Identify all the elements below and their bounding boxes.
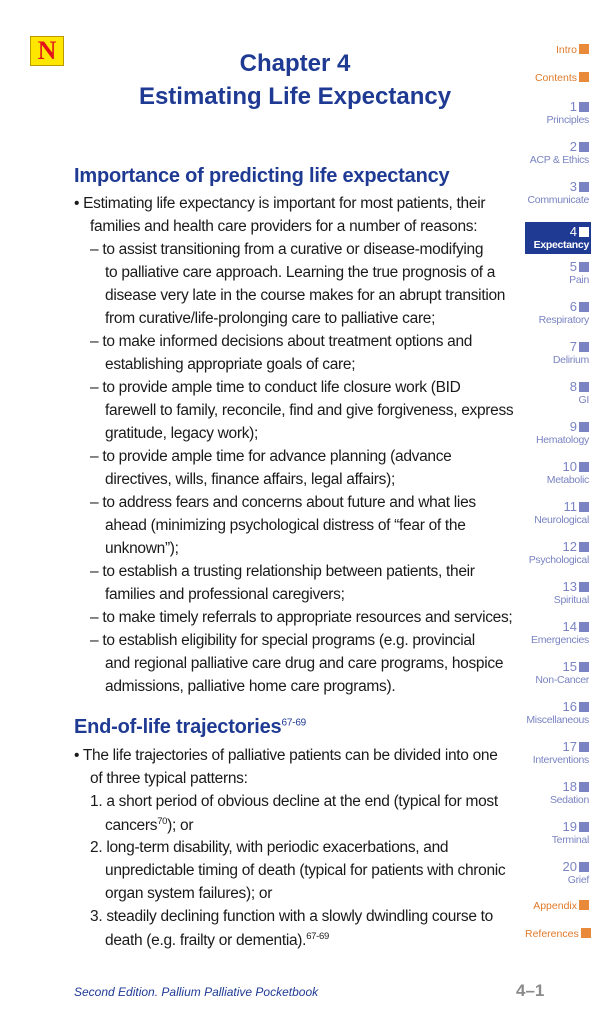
- nav-num: 18: [562, 779, 577, 794]
- nav-chapter-12[interactable]: [525, 540, 589, 566]
- text-fragment: cancers: [105, 817, 158, 835]
- section-heading-text: End-of-life trajectories: [74, 716, 282, 738]
- nav-num: 9: [569, 419, 577, 434]
- nav-label: Miscellaneous: [526, 714, 589, 726]
- nav-references[interactable]: [525, 928, 589, 940]
- nav-num: 1: [569, 99, 577, 114]
- nav-chapter-14[interactable]: [525, 620, 589, 646]
- nav-label: ACP & Ethics: [529, 154, 589, 166]
- nav-label: Psychological: [528, 554, 589, 566]
- text-fragment: death (e.g. frailty or dementia).: [105, 932, 307, 950]
- text-line: organ system failures); or: [105, 885, 273, 902]
- text-line: disease very late in the course makes for an abrupt transition: [105, 287, 506, 304]
- square-icon: [579, 622, 589, 632]
- nav-chapter-17[interactable]: [525, 740, 589, 766]
- nav-chapter-19[interactable]: [525, 820, 589, 846]
- text-line: – to address fears and concerns about future and what lies: [90, 494, 476, 511]
- nav-num: 6: [569, 299, 577, 314]
- square-icon: [579, 227, 589, 237]
- nav-chapter-2[interactable]: [525, 140, 589, 166]
- square-icon: [579, 462, 589, 472]
- square-icon: [579, 662, 589, 672]
- square-icon: [579, 782, 589, 792]
- nav-chapter-16[interactable]: [525, 700, 589, 726]
- square-icon: [579, 44, 589, 54]
- text-line: – to provide ample time for advance planning (advance: [90, 448, 452, 465]
- nav-intro[interactable]: [525, 44, 589, 56]
- nav-chapter-9[interactable]: [525, 420, 589, 446]
- nav-num: 14: [562, 619, 577, 634]
- square-icon: [579, 502, 589, 512]
- nav-label: Pain: [569, 274, 589, 286]
- text-fragment: steadily declining function with a slowly dwindling course to: [106, 908, 493, 925]
- logo-letter: N: [37, 36, 57, 65]
- nav-intro-label: Intro: [555, 44, 577, 56]
- nav-num: 5: [569, 259, 577, 274]
- nav-chapter-15[interactable]: [525, 660, 589, 686]
- nav-label: Principles: [546, 114, 589, 126]
- nav-label: Interventions: [532, 754, 589, 766]
- citation-ref: 67-69: [281, 717, 307, 729]
- nav-label: Communicate: [527, 194, 589, 206]
- square-icon: [579, 72, 589, 82]
- square-icon: [579, 862, 589, 872]
- nav-chapter-10[interactable]: [525, 460, 589, 486]
- nav-num: 15: [562, 659, 577, 674]
- text-line: gratitude, legacy work);: [105, 425, 259, 442]
- text-line: – to assist transitioning from a curative or disease-modifying: [90, 241, 484, 258]
- nav-label: Sedation: [549, 794, 589, 806]
- nav-chapter-5[interactable]: [525, 260, 589, 286]
- list-number: 3.: [90, 908, 103, 925]
- nav-num: 12: [562, 539, 577, 554]
- nav-label: Metabolic: [546, 474, 589, 486]
- nav-label: Non-Cancer: [535, 674, 589, 686]
- section-heading-importance: Importance of predicting life expectancy: [74, 165, 450, 187]
- text-line: unknown”);: [105, 540, 179, 557]
- text-line: • The life trajectories of palliative patients can be divided into one: [74, 747, 498, 764]
- text-line: 1. a short period of obvious decline at the end (typical for most: [90, 793, 498, 810]
- nav-label: Hematology: [535, 434, 589, 446]
- nav-chapter-4-active[interactable]: [525, 222, 591, 254]
- text-line: – to make informed decisions about treatment options and: [90, 333, 473, 350]
- nav-num: 3: [569, 179, 577, 194]
- page-number: 4–1: [516, 981, 545, 1000]
- square-icon: [579, 342, 589, 352]
- square-icon: [579, 262, 589, 272]
- nav-chapter-11[interactable]: [525, 500, 589, 526]
- text-line: – to provide ample time to conduct life closure work (BID: [90, 379, 461, 396]
- text-line: and regional palliative care drug and care programs, hospice: [105, 655, 504, 672]
- text-line: from curative/life-prolonging care to palliative care;: [105, 310, 436, 327]
- nav-appendix[interactable]: [525, 900, 589, 912]
- nav-chapter-7[interactable]: [525, 340, 589, 366]
- citation-ref: 67-69: [306, 931, 329, 942]
- nav-contents[interactable]: [525, 72, 589, 84]
- square-icon: [579, 142, 589, 152]
- square-icon: [579, 422, 589, 432]
- text-fragment: long-term disability, with periodic exacerbations, and: [106, 839, 449, 856]
- text-line: [105, 932, 329, 949]
- nav-label: Neurological: [534, 514, 589, 526]
- text-line: admissions, palliative home care programs).: [105, 678, 396, 695]
- nav-num: 20: [562, 859, 577, 874]
- square-icon: [579, 582, 589, 592]
- text-line: • Estimating life expectancy is important for most patients, their: [74, 195, 486, 212]
- nav-num: 4: [569, 224, 577, 239]
- text-line: ahead (minimizing psychological distress of “fear of the: [105, 517, 466, 534]
- citation-ref: 70: [157, 816, 168, 827]
- text-line: farewell to family, reconcile, find and give forgiveness, express: [105, 402, 514, 419]
- pallium-logo: [30, 36, 64, 66]
- square-icon: [579, 742, 589, 752]
- text-fragment: ); or: [167, 817, 194, 835]
- nav-num: 2: [569, 139, 577, 154]
- text-line: – to establish eligibility for special programs (e.g. provincial: [90, 632, 475, 649]
- nav-label: Terminal: [551, 834, 589, 846]
- footer-book-title: Second Edition. Pallium Palliative Pocketbook: [74, 985, 319, 999]
- nav-chapter-20[interactable]: [525, 860, 589, 886]
- text-line: [90, 909, 493, 925]
- text-line: unpredictable timing of death (typical for patients with chronic: [105, 862, 506, 879]
- nav-label: Grief: [567, 874, 589, 886]
- chapter-number: Chapter 4: [239, 50, 351, 77]
- square-icon: [579, 542, 589, 552]
- nav-references-label: References: [525, 928, 579, 940]
- nav-chapter-18[interactable]: [525, 780, 589, 806]
- nav-label: Expectancy: [533, 239, 589, 251]
- nav-label: Spiritual: [553, 594, 589, 606]
- nav-appendix-label: Appendix: [533, 900, 577, 912]
- nav-num: 8: [569, 379, 577, 394]
- nav-chapter-6[interactable]: [525, 300, 589, 326]
- nav-num: 19: [562, 819, 577, 834]
- square-icon: [579, 302, 589, 312]
- nav-num: 10: [562, 459, 577, 474]
- nav-num: 16: [562, 699, 577, 714]
- nav-label: Respiratory: [538, 314, 589, 326]
- text-line: establishing appropriate goals of care;: [105, 356, 356, 373]
- text-line: of three typical patterns:: [90, 770, 248, 787]
- square-icon: [579, 102, 589, 112]
- text-line: – to establish a trusting relationship between patients, their: [90, 563, 475, 580]
- list-number: 2.: [90, 839, 103, 856]
- chapter-title: Estimating Life Expectancy: [138, 83, 452, 110]
- square-icon: [579, 382, 589, 392]
- nav-num: 11: [563, 499, 577, 514]
- nav-chapter-1[interactable]: [525, 100, 589, 126]
- nav-chapter-13[interactable]: [525, 580, 589, 606]
- text-line: – to make timely referrals to appropriate resources and services;: [90, 609, 513, 626]
- text-line: families and health care providers for a number of reasons:: [90, 218, 478, 235]
- square-icon: [579, 702, 589, 712]
- text-line: [90, 840, 448, 856]
- nav-num: 13: [562, 579, 577, 594]
- nav-label: GI: [578, 394, 589, 406]
- text-line: families and professional caregivers;: [105, 586, 345, 603]
- section-heading-trajectories: [74, 716, 306, 739]
- square-icon: [579, 822, 589, 832]
- nav-label: Delirium: [552, 354, 589, 366]
- square-icon: [579, 182, 589, 192]
- square-icon: [579, 900, 589, 910]
- nav-chapter-3[interactable]: [525, 180, 589, 206]
- nav-label: Emergencies: [531, 634, 589, 646]
- square-icon: [581, 928, 591, 938]
- nav-contents-label: Contents: [534, 72, 577, 84]
- text-line: [105, 817, 193, 834]
- nav-num: 7: [569, 339, 577, 354]
- text-line: directives, wills, finance affairs, legal affairs);: [105, 471, 395, 488]
- nav-chapter-8[interactable]: [525, 380, 589, 406]
- text-line: to palliative care approach. Learning the true prognosis of a: [105, 264, 496, 281]
- nav-num: 17: [562, 739, 577, 754]
